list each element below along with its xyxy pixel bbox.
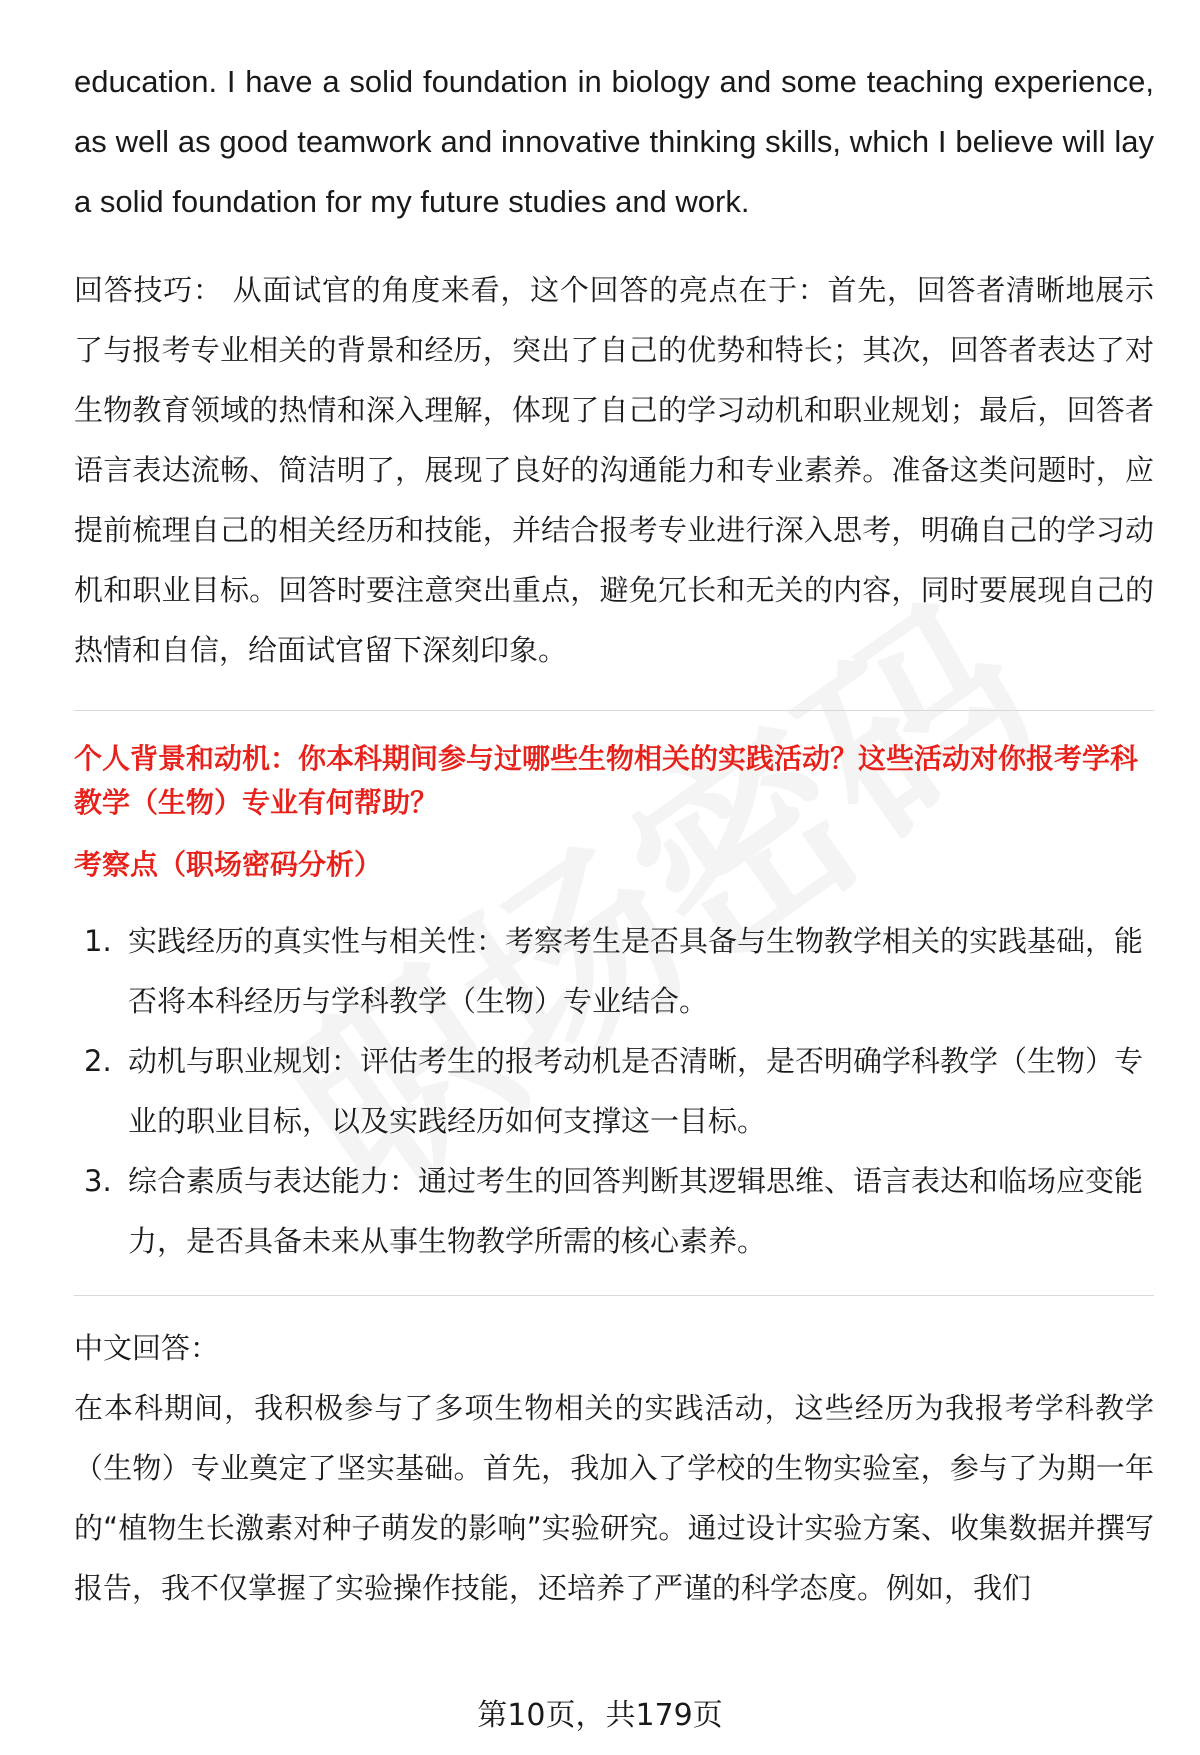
focus-points-list xyxy=(74,911,1154,1271)
page-footer: 第10页，共179页 xyxy=(477,1698,723,1733)
list-item-text: 动机与职业规划：评估考生的报考动机是否清晰，是否明确学科教学（生物）专业的职业目标，以及实践经历如何支撑这一目标。 xyxy=(128,1044,1144,1138)
list-item xyxy=(74,1151,1154,1271)
list-item-number: 2. xyxy=(84,1044,112,1078)
list-item xyxy=(74,1031,1154,1151)
intro-english-paragraph: education. I have a solid foundation in biology and some teaching experience, as well as good teamwork and innovative thinking skills, which I believe will lay a solid foundation for my future studies and work. xyxy=(74,64,1154,219)
list-item-number: 1. xyxy=(84,924,112,958)
list-item-text: 综合素质与表达能力：通过考生的回答判断其逻辑思维、语言表达和临场应变能力，是否具备未来从事生物教学所需的核心素养。 xyxy=(128,1164,1144,1258)
answer-label: 中文回答： xyxy=(74,1331,220,1365)
focus-heading: 考察点（职场密码分析） xyxy=(74,848,383,881)
page-content xyxy=(74,52,1154,1618)
question-title: 个人背景和动机：你本科期间参与过哪些生物相关的实践活动？这些活动对你报考学科教学（生物）专业有何帮助？ xyxy=(74,742,1139,819)
answer-tips-paragraph: 回答技巧： 从面试官的角度来看，这个回答的亮点在于：首先，回答者清晰地展示了与报考专业相关的背景和经历，突出了自己的优势和特长；其次，回答者表达了对生物教育领域的热情和深入理解，体现了自己的学习动机和职业规划；最后，回答者语言表达流畅、简洁明了，展现了良好的沟通能力和专业素养。准备这类问题时，应提前梳理自己的相关经历和技能，并结合报考专业进行深入思考，明确自己的学习动机和职业目标。回答时要注意突出重点，避免冗长和无关的内容，同时要展现自己的热情和自信，给面试官留下深刻印象。 xyxy=(74,273,1154,667)
answer-paragraph: 在本科期间，我积极参与了多项生物相关的实践活动，这些经历为我报考学科教学（生物）专业奠定了坚实基础。首先，我加入了学校的生物实验室，参与了为期一年的“植物生长激素对种子萌发的影响”实验研究。通过设计实验方案、收集数据并撰写报告，我不仅掌握了实验操作技能，还培养了严谨的科学态度。例如，我们 xyxy=(74,1391,1154,1605)
list-item-number: 3. xyxy=(84,1164,112,1198)
list-item-text: 实践经历的真实性与相关性：考察考生是否具备与生物教学相关的实践基础，能否将本科经历与学科教学（生物）专业结合。 xyxy=(128,924,1144,1018)
list-item xyxy=(74,911,1154,1031)
